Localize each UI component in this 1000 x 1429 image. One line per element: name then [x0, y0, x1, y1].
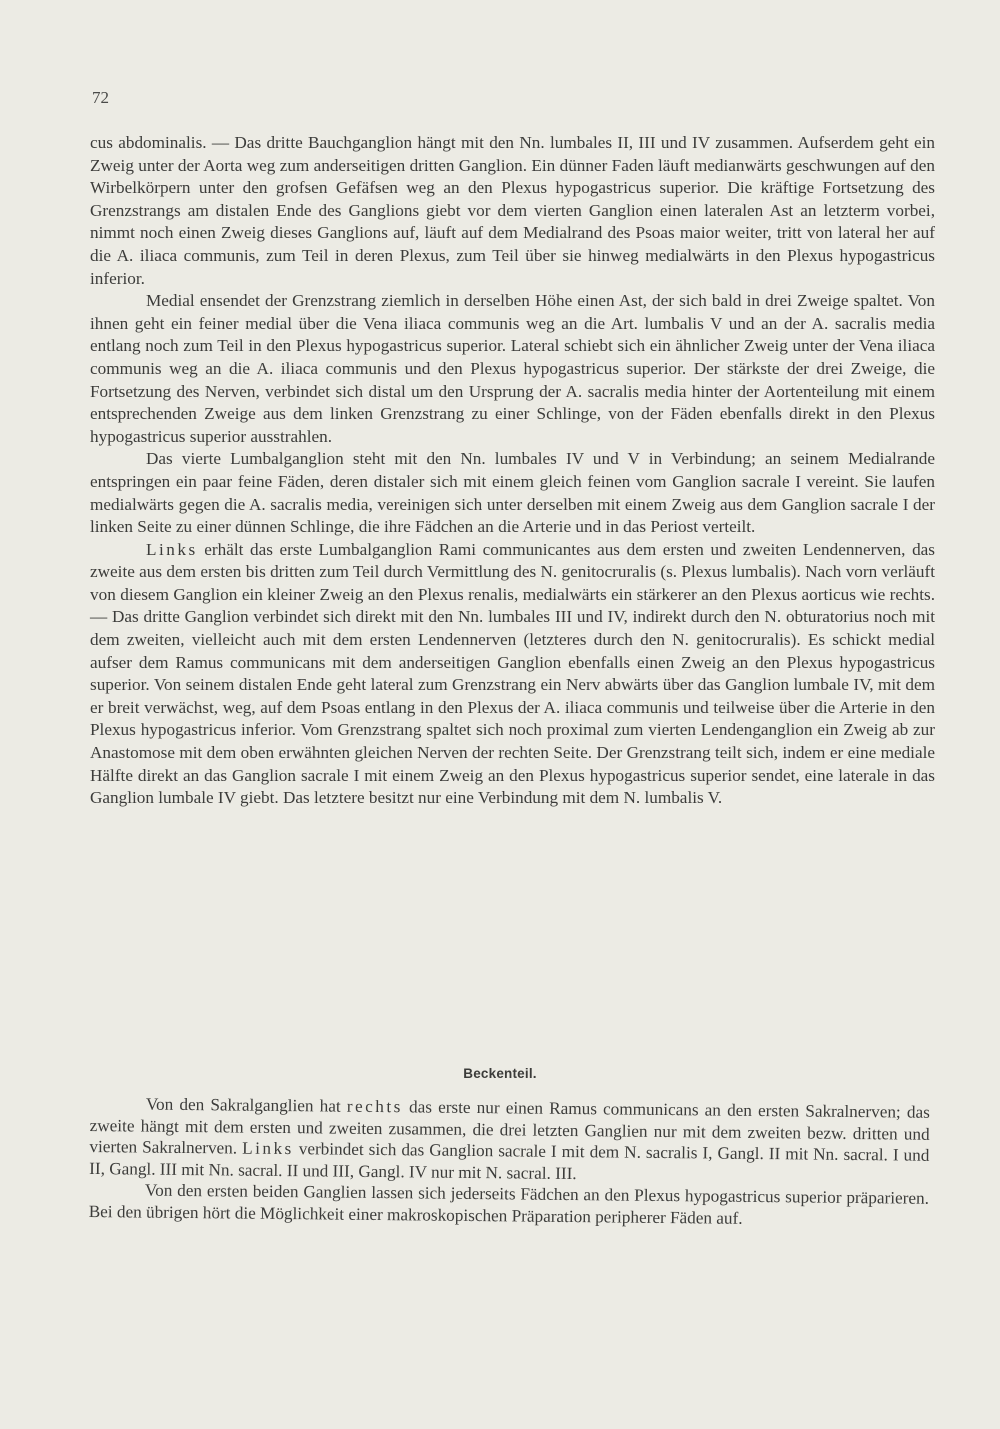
section-paragraph-1-part-3: verbindet sich das Ganglion sacrale I mit dem N. sacralis I, Gangl. II mit Nn. sacral. I und II, Gangl. III mit Nn. sacral. II und III, Gangl. IV nur mit N. sacral. III. [89, 1139, 930, 1183]
section-paragraph-1-part-1: Von den Sakralganglien hat [145, 1094, 347, 1116]
paragraph-4-text: erhält das erste Lumbalganglion Rami communicantes aus dem ersten und zweiten Lendennerven, das zweite aus dem ersten bis dritten zum Teil durch Vermittlung des N. genitocruralis (s. Plexus lumbalis). Nach vorn verläuft von diesem Ganglion ein kleiner Zweig an den Plexus renalis, medialwärts ein stärkerer an den Plexus aorticus wie rechts. — Das dritte Ganglion verbindet sich direkt mit den Nn. lumbales III und IV, indirekt durch den N. obturatorius noch mit dem zweiten, vielleicht auch mit dem ersten Lendennerven (letzteres durch den N. genitocruralis). Es schickt medial aufser dem Ramus communicans mit dem anderseitigen Ganglion ebenfalls einen Zweig an den Plexus hypogastricus superior. Von seinem distalen Ende geht lateral zum Grenzstrang ein Nerv abwärts über das Ganglion lumbale IV, mit dem er breit verwächst, weg, auf dem Psoas entlang in den Plexus der A. iliaca communis und teilweise über die Arterie in den Plexus hypogastricus inferior. Vom Grenzstrang spaltet sich noch proximal zum vierten Lendenganglion ein Zweig ab zur Anastomose mit dem oben erwähnten gleichen Nerven der rechten Seite. Der Grenzstrang teilt sich, indem er eine mediale Hälfte direkt an das Ganglion sacrale I mit einem Zweig an den Plexus hypogastricus superior sendet, eine laterale in das Ganglion lumbale IV giebt. Das letztere besitzt nur eine Verbindung mit dem N. lumbalis V. [90, 539, 935, 808]
paragraph-2: Medial ensendet der Grenzstrang ziemlich in derselben Höhe einen Ast, der sich bald in drei Zweige spaltet. Von ihnen geht ein feiner medial über die Vena iliaca communis weg an die Art. lumbalis V und an der A. sacralis media entlang noch zum Teil in den Plexus hypogastricus superior. Lateral schiebt sich ein ähnlicher Zweig unter der Vena iliaca communis weg an die A. iliaca communis und den Plexus hypogastricus superior. Der stärkste der drei Zweige, die Fortsetzung des Nerven, verbindet sich distal um den Ursprung der A. sacralis media hinter der Aortenteilung mit einem entsprechenden Zweige aus dem linken Grenzstrang zu einer Schlinge, von der Fäden ebenfalls direkt in den Plexus hypogastricus superior ausstrahlen. [90, 291, 935, 446]
section-paragraph-1-part-2: das erste nur einen Ramus communicans an den ersten Sakralnerven; das zweite hängt mit dem ersten und zweiten zusammen, die drei letzten Ganglien nur mit dem zweiten bezw. dritten und vierten Sakralnerven. [89, 1097, 930, 1158]
body-text [90, 132, 935, 810]
section-paragraph-1-rechts: rechts [346, 1096, 403, 1117]
paragraph-4-lead: Links [146, 539, 198, 559]
paragraph-1: cus abdominalis. — Das dritte Bauchganglion hängt mit den Nn. lumbales II, III und IV zusammen. Aufserdem geht ein Zweig unter der Aorta weg zum anderseitigen dritten Ganglion. Ein dünner Faden läuft medianwärts geschwungen auf den Wirbelkörpern unter den grofsen Gefäfsen weg an den Plexus hypogastricus superior. Die kräftige Fortsetzung des Grenzstrangs am distalen Ende des Ganglions giebt vor dem vierten Ganglion einen lateralen Ast an letzterm vorbei, nimmt noch einen Zweig dieses Ganglions auf, läuft auf dem Medialrand des Psoas maior weiter, tritt von lateral her auf die A. iliaca communis, zum Teil in deren Plexus, zum Teil über sie hinweg medialwärts in den Plexus hypogastricus inferior. [90, 133, 935, 288]
section-heading: Beckenteil. [463, 1066, 537, 1081]
section-paragraph-1-links: Links [242, 1138, 294, 1159]
paragraph-3: Das vierte Lumbalganglion steht mit den Nn. lumbales IV und V in Verbindung; an seinem Medialrande entspringen ein paar feine Fäden, deren distaler sich mit einem gleich feinen vom Ganglion sacrale I vereint. Sie laufen medialwärts gegen die A. sacralis media, vereinigen sich unter derselben mit einem Zweig aus dem Ganglion sacrale I der linken Seite zu einer dünnen Schlinge, die ihre Fädchen an die Arterie und in das Periost verteilt. [90, 449, 935, 537]
paragraph-4 [90, 539, 935, 810]
section-paragraph-1 [89, 1093, 930, 1188]
section-text [89, 1093, 930, 1231]
section-paragraph-2: Von den ersten beiden Ganglien lassen sich jederseits Fädchen an den Plexus hypogastricus superior präparieren. Bei den übrigen hört die Möglichkeit einer makroskopischen Präparation peripherer Fäden auf. [88, 1180, 930, 1228]
page-number: 72 [92, 88, 109, 107]
